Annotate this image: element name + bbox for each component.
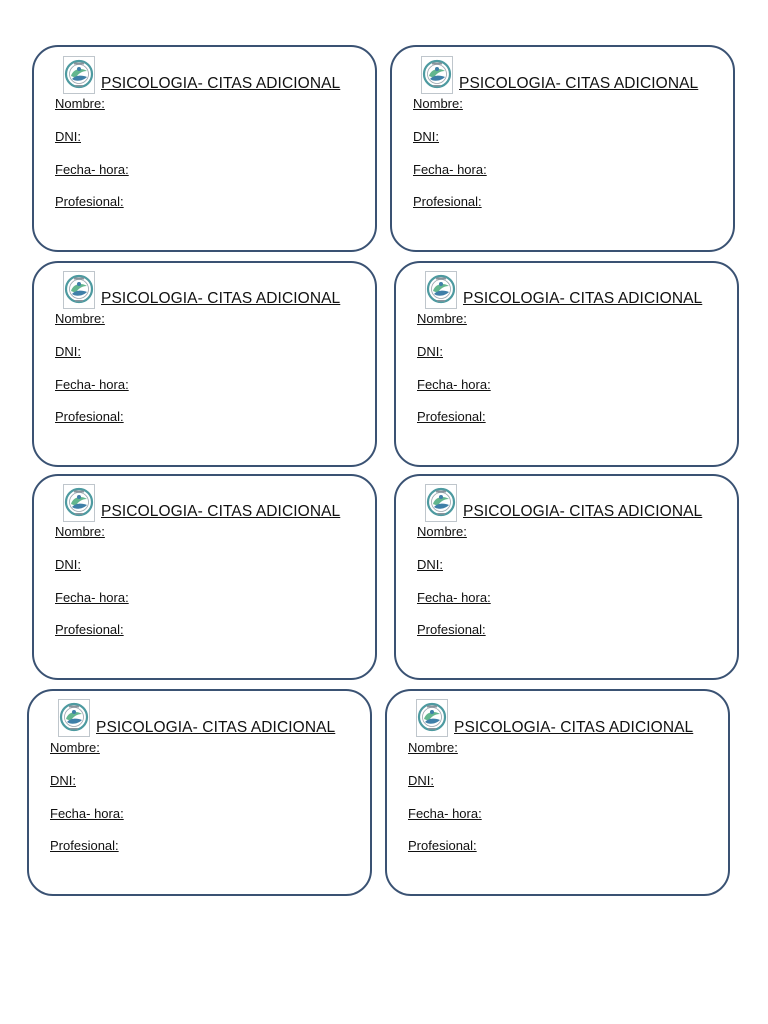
nombre-label: Nombre:: [55, 524, 105, 539]
fecha-hora-label: Fecha- hora:: [55, 590, 129, 605]
fecha-hora-label: Fecha- hora:: [55, 162, 129, 177]
profesional-label: Profesional:: [55, 194, 124, 209]
card-title: PSICOLOGIA- CITAS ADICIONAL: [101, 503, 341, 520]
card-title: PSICOLOGIA- CITAS ADICIONAL: [463, 290, 703, 307]
nombre-label: Nombre:: [413, 96, 463, 111]
school-seal-logo-icon: [416, 699, 448, 737]
appointment-card: [394, 261, 739, 467]
dni-label: DNI:: [55, 344, 81, 359]
dni-label: DNI:: [55, 129, 81, 144]
nombre-label: Nombre:: [55, 96, 105, 111]
dni-label: DNI:: [417, 557, 443, 572]
fecha-hora-label: Fecha- hora:: [55, 377, 129, 392]
dni-label: DNI:: [408, 773, 434, 788]
dni-label: DNI:: [417, 344, 443, 359]
appointment-card: [390, 45, 735, 252]
card-title: PSICOLOGIA- CITAS ADICIONAL: [459, 75, 699, 92]
card-title: PSICOLOGIA- CITAS ADICIONAL: [454, 719, 694, 736]
appointment-card: [27, 689, 372, 896]
appointment-card: [394, 474, 739, 680]
nombre-label: Nombre:: [55, 311, 105, 326]
fecha-hora-label: Fecha- hora:: [417, 590, 491, 605]
dni-label: DNI:: [55, 557, 81, 572]
nombre-label: Nombre:: [50, 740, 100, 755]
profesional-label: Profesional:: [413, 194, 482, 209]
appointment-card: [385, 689, 730, 896]
profesional-label: Profesional:: [408, 838, 477, 853]
appointment-card: [32, 261, 377, 467]
fecha-hora-label: Fecha- hora:: [417, 377, 491, 392]
fecha-hora-label: Fecha- hora:: [413, 162, 487, 177]
nombre-label: Nombre:: [417, 311, 467, 326]
profesional-label: Profesional:: [417, 622, 486, 637]
nombre-label: Nombre:: [408, 740, 458, 755]
school-seal-logo-icon: [63, 484, 95, 522]
profesional-label: Profesional:: [55, 622, 124, 637]
appointment-card: [32, 474, 377, 680]
profesional-label: Profesional:: [55, 409, 124, 424]
card-title: PSICOLOGIA- CITAS ADICIONAL: [101, 290, 341, 307]
school-seal-logo-icon: [425, 271, 457, 309]
profesional-label: Profesional:: [50, 838, 119, 853]
card-title: PSICOLOGIA- CITAS ADICIONAL: [96, 719, 336, 736]
dni-label: DNI:: [50, 773, 76, 788]
school-seal-logo-icon: [421, 56, 453, 94]
school-seal-logo-icon: [63, 56, 95, 94]
card-title: PSICOLOGIA- CITAS ADICIONAL: [101, 75, 341, 92]
school-seal-logo-icon: [63, 271, 95, 309]
fecha-hora-label: Fecha- hora:: [408, 806, 482, 821]
card-title: PSICOLOGIA- CITAS ADICIONAL: [463, 503, 703, 520]
profesional-label: Profesional:: [417, 409, 486, 424]
appointment-card: [32, 45, 377, 252]
school-seal-logo-icon: [58, 699, 90, 737]
dni-label: DNI:: [413, 129, 439, 144]
fecha-hora-label: Fecha- hora:: [50, 806, 124, 821]
nombre-label: Nombre:: [417, 524, 467, 539]
school-seal-logo-icon: [425, 484, 457, 522]
